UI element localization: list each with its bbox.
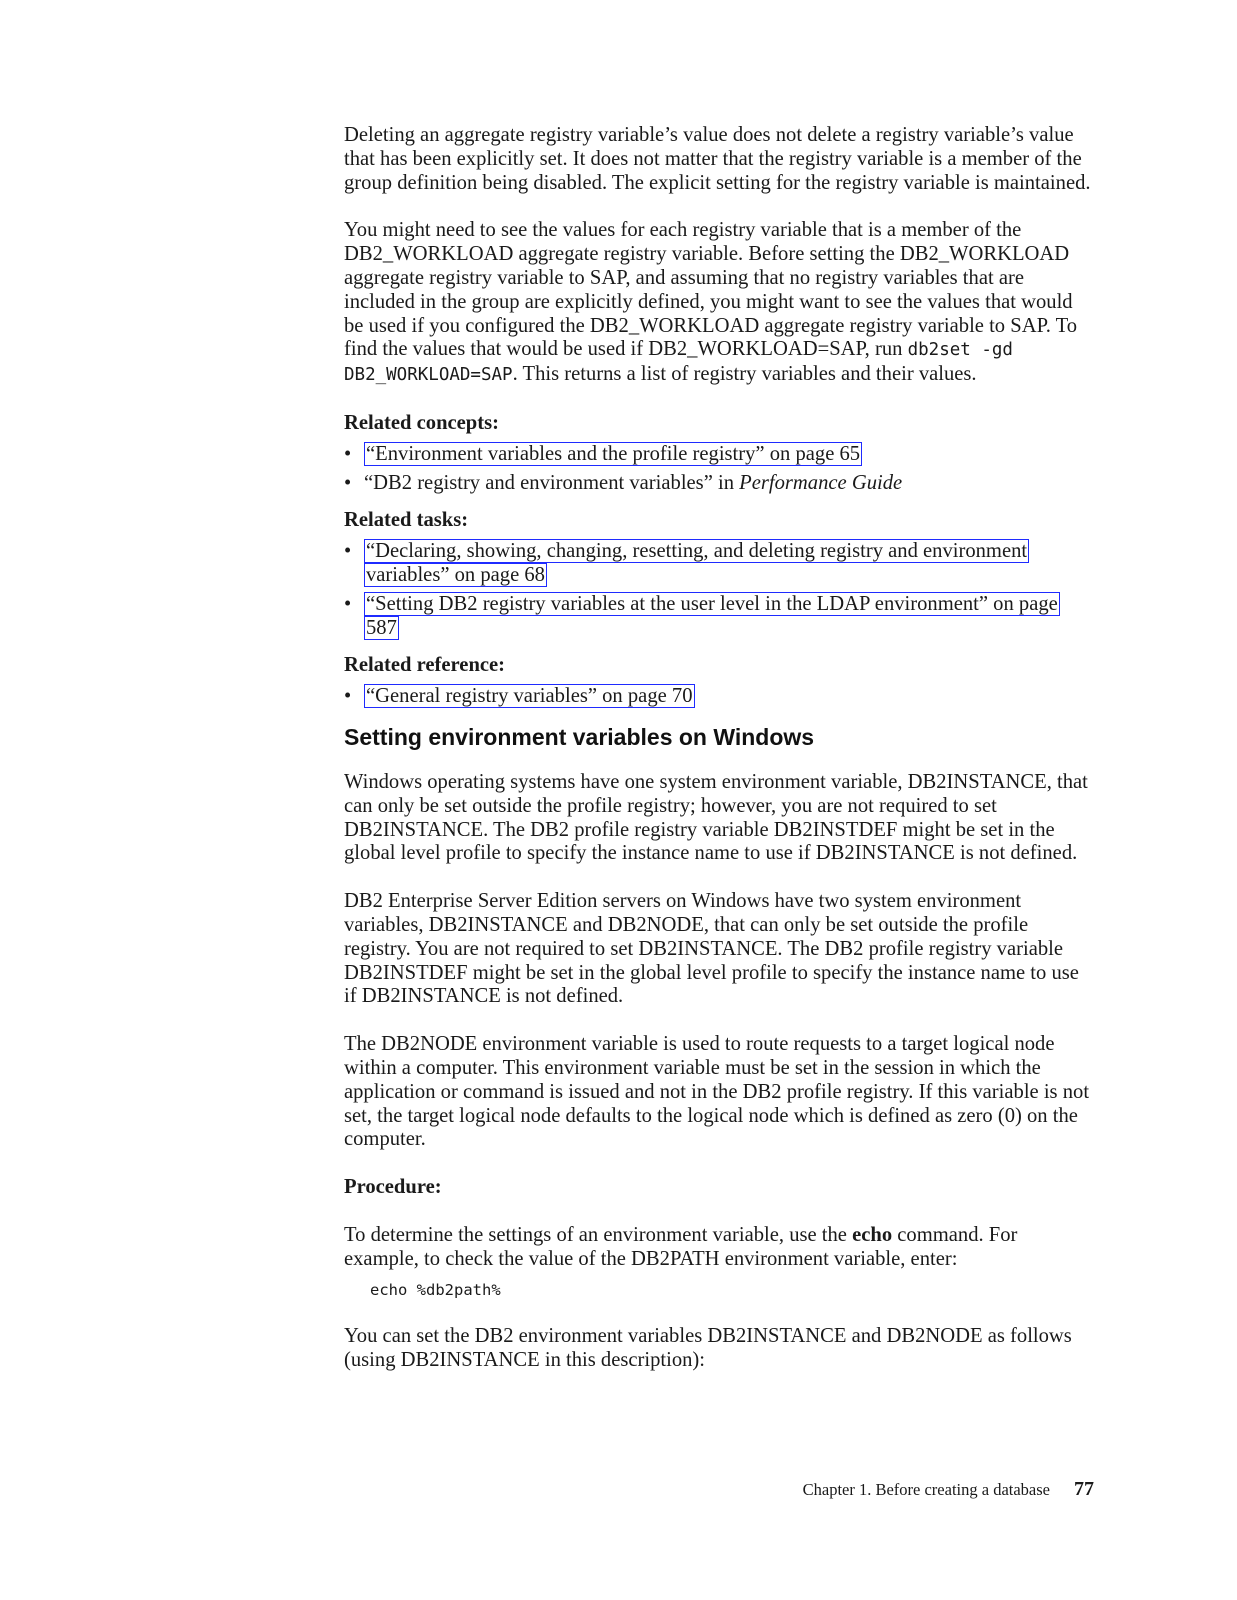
list-item [344, 685, 1094, 709]
related-tasks-list [344, 540, 1094, 640]
related-concepts-label: Related concepts: [344, 411, 499, 434]
page-footer [780, 1478, 1094, 1501]
bullet-icon: • [344, 685, 352, 708]
related-concepts [344, 412, 1094, 495]
performance-guide-title: Performance Guide [739, 471, 903, 494]
echo-outro-text: command. For example, to check the value of the DB2PATH environment variable, enter: [344, 1223, 1018, 1270]
section-heading: Setting environment variables on Windows [344, 723, 815, 750]
list-item [344, 540, 1094, 588]
bullet-icon: • [344, 540, 352, 563]
list-item [344, 443, 1094, 467]
link-general-registry-variables[interactable]: “General registry variables” on page 70 [366, 685, 693, 708]
paragraph-aggregate-delete: Deleting an aggregate registry variable’s value does not delete a registry variable’s value that has been explicitly set. It does not matter that the registry variable is a member of the group definition being disabled. The explicit setting for the registry variable is maintained. [344, 124, 1091, 194]
procedure-label: Procedure: [344, 1176, 442, 1199]
bullet-icon: • [344, 471, 352, 494]
link-declaring-registry-variables[interactable]: “Declaring, showing, changing, resetting, and deleting registry and environment variables” on page 68 [366, 540, 1028, 586]
paragraph-enterprise-server: DB2 Enterprise Server Edition servers on Windows have two system environment variables, DB2INSTANCE and DB2NODE, that can only be set outside the profile registry. You are not required to set DB2INSTANCE. The DB2 profile registry variable DB2INSTDEF might be set in the global level profile to specify the instance name to use if DB2INSTANCE is not defined. [344, 890, 1079, 1008]
page-body [344, 124, 1094, 1397]
code-example: echo %db2path% [370, 1281, 501, 1300]
paragraph-db2-workload-tail: . This returns a list of registry variables and their values. [512, 363, 977, 386]
paragraph-set-variables: You can set the DB2 environment variables DB2INSTANCE and DB2NODE as follows (using DB2INSTANCE in this description): [344, 1325, 1072, 1372]
echo-intro-text: To determine the settings of an environment variable, use the [344, 1223, 853, 1246]
list-item [344, 593, 1094, 641]
bullet-icon: • [344, 592, 352, 615]
paragraph-db2-workload [344, 219, 1094, 388]
bullet-icon: • [344, 442, 352, 465]
related-concept-text: “DB2 registry and environment variables” in [364, 471, 740, 494]
related-tasks-label: Related tasks: [344, 509, 469, 532]
link-setting-ldap-registry-variables[interactable]: “Setting DB2 registry variables at the user level in the LDAP environment” on page 587 [366, 592, 1058, 639]
paragraph-echo-command [344, 1224, 1094, 1272]
list-item [344, 472, 1094, 496]
paragraph-windows-one-variable: Windows operating systems have one system environment variable, DB2INSTANCE, that can only be set outside the profile registry; however, you are not required to set DB2INSTANCE. The DB2 profile registry variable DB2INSTDEF might be set in the global level profile to specify the instance name to use if DB2INSTANCE is not defined. [344, 770, 1088, 865]
related-reference [344, 654, 1094, 709]
paragraph-db2node: The DB2NODE environment variable is used to route requests to a target logical node within a computer. This environment variable must be set in the session in which the application or command is issued and not in the DB2 profile registry. If this variable is not set, the target logical node defaults to the logical node which is defined as zero (0) on the computer. [344, 1033, 1090, 1151]
paragraph-db2-workload-text: You might need to see the values for each registry variable that is a member of the DB2_WORKLOAD aggregate registry variable. Before setting the DB2_WORKLOAD aggregate registry variable to SAP, and assuming that no registry variables that are included in the group are explicitly defined, you might want to see the values that would be used if you configured the DB2_WORKLOAD aggregate registry variable to SAP. To find the values that would be used if DB2_WORKLOAD=SAP, run [344, 219, 1078, 361]
related-reference-list [344, 685, 1094, 709]
db2set-command: db2set -gd DB2_WORKLOAD=SAP [344, 340, 1013, 386]
page-number: 77 [1074, 1478, 1094, 1500]
related-reference-label: Related reference: [344, 654, 506, 677]
link-environment-variables-profile-registry[interactable]: “Environment variables and the profile registry” on page 65 [366, 442, 861, 465]
echo-keyword: echo [852, 1223, 893, 1246]
related-tasks [344, 509, 1094, 640]
related-concepts-list [344, 443, 1094, 496]
chapter-title: Chapter 1. Before creating a database [802, 1480, 1050, 1499]
